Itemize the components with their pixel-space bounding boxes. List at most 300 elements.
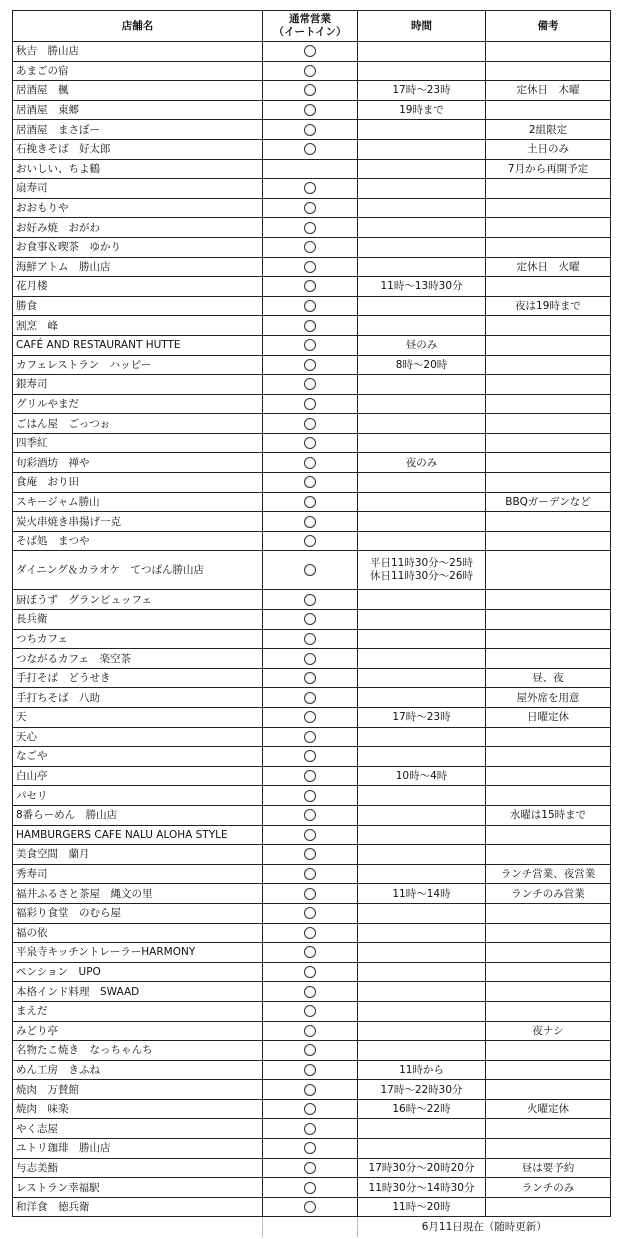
store-name: 居酒屋 東郷 xyxy=(13,100,263,120)
store-name: 8番らーめん 勝山店 xyxy=(13,805,263,825)
table-row xyxy=(13,277,611,297)
eatin-cell xyxy=(263,1178,358,1198)
hours-cell xyxy=(358,316,486,336)
header-hours: 時間 xyxy=(358,11,486,42)
footer-row xyxy=(13,1217,611,1238)
store-name: 厨ぼうず グランビュッフェ xyxy=(13,590,263,610)
circle-mark-icon xyxy=(304,84,316,96)
note-cell: 2組限定 xyxy=(486,120,611,140)
eatin-cell xyxy=(263,982,358,1002)
store-name: 和洋食 徳兵衛 xyxy=(13,1197,263,1217)
hours-cell xyxy=(358,825,486,845)
eatin-cell xyxy=(263,394,358,414)
eatin-cell xyxy=(263,590,358,610)
circle-mark-icon xyxy=(304,45,316,57)
table-row xyxy=(13,884,611,904)
circle-mark-icon xyxy=(304,692,316,704)
table-row xyxy=(13,1119,611,1139)
store-name: レストラン幸福駅 xyxy=(13,1178,263,1198)
eatin-cell xyxy=(263,237,358,257)
store-name: 銀寿司 xyxy=(13,375,263,395)
circle-mark-icon xyxy=(304,124,316,136)
hours-cell xyxy=(358,864,486,884)
eatin-cell xyxy=(263,1080,358,1100)
note-cell xyxy=(486,1060,611,1080)
hours-cell: 17時～23時 xyxy=(358,708,486,728)
note-cell xyxy=(486,943,611,963)
note-cell: 屋外席を用意 xyxy=(486,688,611,708)
note-cell xyxy=(486,375,611,395)
table-row xyxy=(13,708,611,728)
eatin-cell xyxy=(263,492,358,512)
eatin-cell xyxy=(263,727,358,747)
store-name: 天 xyxy=(13,708,263,728)
note-cell xyxy=(486,1041,611,1061)
table-row xyxy=(13,1139,611,1159)
note-cell xyxy=(486,982,611,1002)
circle-mark-icon xyxy=(304,848,316,860)
eatin-cell xyxy=(263,81,358,101)
hours-cell xyxy=(358,492,486,512)
store-name: 扇寿司 xyxy=(13,179,263,199)
hours-cell: 11時30分～14時30分 xyxy=(358,1178,486,1198)
note-cell xyxy=(486,649,611,669)
eatin-cell xyxy=(263,923,358,943)
store-name: 本格インド料理 SWAAD xyxy=(13,982,263,1002)
hours-cell xyxy=(358,786,486,806)
eatin-cell xyxy=(263,1001,358,1021)
hours-line: 休日11時30分～26時 xyxy=(369,570,474,583)
table-row xyxy=(13,1001,611,1021)
circle-mark-icon xyxy=(304,731,316,743)
store-name: 勝食 xyxy=(13,296,263,316)
store-name: つながるカフェ 楽空茶 xyxy=(13,649,263,669)
circle-mark-icon xyxy=(304,418,316,430)
circle-mark-icon xyxy=(304,1201,316,1213)
header-eatin-line: 通常営業 xyxy=(289,13,331,25)
eatin-cell xyxy=(263,139,358,159)
circle-mark-icon xyxy=(304,1084,316,1096)
table-row xyxy=(13,492,611,512)
note-cell: 火曜定休 xyxy=(486,1099,611,1119)
table-row xyxy=(13,473,611,493)
circle-mark-icon xyxy=(304,437,316,449)
note-cell: ランチのみ営業 xyxy=(486,884,611,904)
hours-cell xyxy=(358,962,486,982)
hours-cell xyxy=(358,923,486,943)
eatin-cell xyxy=(263,551,358,590)
eatin-cell xyxy=(263,512,358,532)
eatin-cell xyxy=(263,1099,358,1119)
store-name: 割烹 峰 xyxy=(13,316,263,336)
eatin-cell xyxy=(263,61,358,81)
table-row xyxy=(13,198,611,218)
store-name: お食事＆喫茶 ゆかり xyxy=(13,237,263,257)
circle-mark-icon xyxy=(304,966,316,978)
table-row xyxy=(13,629,611,649)
note-cell xyxy=(486,531,611,551)
circle-mark-icon xyxy=(304,868,316,880)
eatin-cell xyxy=(263,296,358,316)
hours-cell xyxy=(358,747,486,767)
circle-mark-icon xyxy=(304,359,316,371)
hours-cell xyxy=(358,375,486,395)
note-cell xyxy=(486,747,611,767)
note-cell xyxy=(486,394,611,414)
table-row xyxy=(13,42,611,62)
store-name: 焼肉 味楽 xyxy=(13,1099,263,1119)
store-name: ペンション UPO xyxy=(13,962,263,982)
note-cell: BBQガーデンなど xyxy=(486,492,611,512)
store-name: ダイニング＆カラオケ てつぱん勝山店 xyxy=(13,551,263,590)
store-name: 炭火串焼き串揚げ一克 xyxy=(13,512,263,532)
circle-mark-icon xyxy=(304,1005,316,1017)
eatin-cell xyxy=(263,884,358,904)
eatin-cell xyxy=(263,786,358,806)
table-row xyxy=(13,688,611,708)
note-cell xyxy=(486,473,611,493)
store-name: カフェレストラン ハッピー xyxy=(13,355,263,375)
eatin-cell xyxy=(263,414,358,434)
table-row xyxy=(13,139,611,159)
hours-cell: 昼のみ xyxy=(358,335,486,355)
note-cell xyxy=(486,1080,611,1100)
table-row xyxy=(13,727,611,747)
note-cell xyxy=(486,414,611,434)
circle-mark-icon xyxy=(304,398,316,410)
note-cell xyxy=(486,61,611,81)
eatin-cell xyxy=(263,473,358,493)
header-row xyxy=(13,11,611,42)
circle-mark-icon xyxy=(304,1044,316,1056)
table-row xyxy=(13,237,611,257)
eatin-cell xyxy=(263,1158,358,1178)
eatin-cell xyxy=(263,766,358,786)
note-cell: 夜ナシ xyxy=(486,1021,611,1041)
note-cell xyxy=(486,179,611,199)
note-cell xyxy=(486,551,611,590)
circle-mark-icon xyxy=(304,750,316,762)
table-row xyxy=(13,551,611,590)
restaurant-table xyxy=(12,10,611,1237)
eatin-cell xyxy=(263,747,358,767)
eatin-cell xyxy=(263,864,358,884)
circle-mark-icon xyxy=(304,1182,316,1194)
circle-mark-icon xyxy=(304,888,316,900)
hours-cell: 19時まで xyxy=(358,100,486,120)
table-row xyxy=(13,805,611,825)
table-row xyxy=(13,414,611,434)
hours-cell xyxy=(358,629,486,649)
store-name: おいしい、ちよ鶴 xyxy=(13,159,263,179)
store-name: HAMBURGERS CAFE NALU ALOHA STYLE xyxy=(13,825,263,845)
note-cell xyxy=(486,610,611,630)
eatin-cell xyxy=(263,159,358,179)
store-name: 長兵衛 xyxy=(13,610,263,630)
circle-mark-icon xyxy=(304,633,316,645)
hours-cell xyxy=(358,551,486,590)
table-row xyxy=(13,864,611,884)
store-name: 石挽きそば 好太郎 xyxy=(13,139,263,159)
eatin-cell xyxy=(263,531,358,551)
circle-mark-icon xyxy=(304,457,316,469)
store-name: お好み焼 おがわ xyxy=(13,218,263,238)
eatin-cell xyxy=(263,1197,358,1217)
note-cell xyxy=(486,727,611,747)
hours-cell xyxy=(358,237,486,257)
note-cell: 夜は19時まで xyxy=(486,296,611,316)
circle-mark-icon xyxy=(304,907,316,919)
hours-cell xyxy=(358,610,486,630)
store-name: パセリ xyxy=(13,786,263,806)
hours-cell xyxy=(358,943,486,963)
store-name: あまごの宿 xyxy=(13,61,263,81)
circle-mark-icon xyxy=(304,1025,316,1037)
note-cell: 昼は要予約 xyxy=(486,1158,611,1178)
circle-mark-icon xyxy=(304,182,316,194)
note-cell xyxy=(486,433,611,453)
eatin-cell xyxy=(263,1119,358,1139)
note-cell xyxy=(486,962,611,982)
eatin-cell xyxy=(263,257,358,277)
store-name: 福井ふるさと茶屋 縄文の里 xyxy=(13,884,263,904)
hours-cell: 17時～22時30分 xyxy=(358,1080,486,1100)
table-row xyxy=(13,335,611,355)
eatin-cell xyxy=(263,688,358,708)
hours-cell xyxy=(358,296,486,316)
eatin-cell xyxy=(263,708,358,728)
note-cell xyxy=(486,845,611,865)
table-row xyxy=(13,159,611,179)
circle-mark-icon xyxy=(304,770,316,782)
hours-cell xyxy=(358,159,486,179)
note-cell xyxy=(486,825,611,845)
store-name: 名物たこ焼き なっちゃんち xyxy=(13,1041,263,1061)
store-name: 福彩り食堂 のむら屋 xyxy=(13,903,263,923)
circle-mark-icon xyxy=(304,535,316,547)
table-row xyxy=(13,1041,611,1061)
hours-cell xyxy=(358,805,486,825)
eatin-cell xyxy=(263,120,358,140)
hours-cell xyxy=(358,433,486,453)
hours-cell xyxy=(358,473,486,493)
store-name: 秋吉 勝山店 xyxy=(13,42,263,62)
hours-cell xyxy=(358,394,486,414)
eatin-cell xyxy=(263,1041,358,1061)
note-cell xyxy=(486,629,611,649)
note-cell xyxy=(486,277,611,297)
note-cell xyxy=(486,237,611,257)
update-note: 6月11日現在（随時更新） xyxy=(358,1217,611,1238)
table-row xyxy=(13,1158,611,1178)
table-row xyxy=(13,100,611,120)
hours-cell xyxy=(358,257,486,277)
header-name: 店舗名 xyxy=(13,11,263,42)
store-name: 旬彩酒坊 禅や xyxy=(13,453,263,473)
eatin-cell xyxy=(263,335,358,355)
hours-cell: 11時～20時 xyxy=(358,1197,486,1217)
note-cell xyxy=(486,1139,611,1159)
table-row xyxy=(13,982,611,1002)
circle-mark-icon xyxy=(304,986,316,998)
hours-cell xyxy=(358,198,486,218)
hours-cell xyxy=(358,845,486,865)
store-name: おおもりや xyxy=(13,198,263,218)
hours-cell: 11時～13時30分 xyxy=(358,277,486,297)
circle-mark-icon xyxy=(304,378,316,390)
store-name: 四季紅 xyxy=(13,433,263,453)
eatin-cell xyxy=(263,943,358,963)
header-notes: 備考 xyxy=(486,11,611,42)
note-cell xyxy=(486,453,611,473)
circle-mark-icon xyxy=(304,261,316,273)
store-name: 手打ちそば 八助 xyxy=(13,688,263,708)
circle-mark-icon xyxy=(304,516,316,528)
store-name: 秀寿司 xyxy=(13,864,263,884)
eatin-cell xyxy=(263,375,358,395)
table-row xyxy=(13,531,611,551)
eatin-cell xyxy=(263,610,358,630)
eatin-cell xyxy=(263,805,358,825)
header-eatin xyxy=(263,11,358,42)
table-row xyxy=(13,512,611,532)
table-row xyxy=(13,590,611,610)
store-name: 居酒屋 まさぼー xyxy=(13,120,263,140)
table-row xyxy=(13,825,611,845)
hours-cell: 10時～4時 xyxy=(358,766,486,786)
note-cell xyxy=(486,100,611,120)
eatin-cell xyxy=(263,668,358,688)
hours-cell xyxy=(358,1001,486,1021)
hours-cell xyxy=(358,512,486,532)
note-cell: 定休日 木曜 xyxy=(486,81,611,101)
eatin-cell xyxy=(263,962,358,982)
hours-cell xyxy=(358,1119,486,1139)
table-row xyxy=(13,766,611,786)
circle-mark-icon xyxy=(304,672,316,684)
table-row xyxy=(13,845,611,865)
hours-cell xyxy=(358,120,486,140)
circle-mark-icon xyxy=(304,1123,316,1135)
note-cell: 土日のみ xyxy=(486,139,611,159)
circle-mark-icon xyxy=(304,1162,316,1174)
table-row xyxy=(13,962,611,982)
table-row xyxy=(13,1021,611,1041)
store-name: 焼肉 万賛館 xyxy=(13,1080,263,1100)
note-cell: ランチ営業、夜営業 xyxy=(486,864,611,884)
table-row xyxy=(13,923,611,943)
eatin-cell xyxy=(263,198,358,218)
circle-mark-icon xyxy=(304,280,316,292)
note-cell xyxy=(486,512,611,532)
table-row xyxy=(13,316,611,336)
hours-cell xyxy=(358,139,486,159)
hours-cell xyxy=(358,414,486,434)
table-row xyxy=(13,1099,611,1119)
circle-mark-icon xyxy=(304,613,316,625)
store-name: 美食空間 蘭月 xyxy=(13,845,263,865)
note-cell xyxy=(486,903,611,923)
table-row xyxy=(13,120,611,140)
table-row xyxy=(13,943,611,963)
table-row xyxy=(13,1178,611,1198)
note-cell xyxy=(486,335,611,355)
store-name: 食庵 おり田 xyxy=(13,473,263,493)
hours-cell xyxy=(358,649,486,669)
hours-cell: 夜のみ xyxy=(358,453,486,473)
hours-cell xyxy=(358,727,486,747)
hours-cell: 11時～14時 xyxy=(358,884,486,904)
hours-cell xyxy=(358,42,486,62)
store-name: ごはん屋 ごっつぉ xyxy=(13,414,263,434)
hours-cell xyxy=(358,1021,486,1041)
table-row xyxy=(13,610,611,630)
circle-mark-icon xyxy=(304,202,316,214)
hours-cell xyxy=(358,179,486,199)
store-name: 白山亭 xyxy=(13,766,263,786)
note-cell xyxy=(486,786,611,806)
note-cell xyxy=(486,42,611,62)
table-row xyxy=(13,1080,611,1100)
circle-mark-icon xyxy=(304,320,316,332)
table-row xyxy=(13,394,611,414)
circle-mark-icon xyxy=(304,476,316,488)
circle-mark-icon xyxy=(304,594,316,606)
note-cell xyxy=(486,1119,611,1139)
note-cell xyxy=(486,198,611,218)
store-name: 福の依 xyxy=(13,923,263,943)
table-row xyxy=(13,61,611,81)
hours-line: 平日11時30分～25時 xyxy=(369,557,474,570)
table-row xyxy=(13,218,611,238)
store-name: やく志屋 xyxy=(13,1119,263,1139)
note-cell: 昼、夜 xyxy=(486,668,611,688)
store-name: めん工房 きふね xyxy=(13,1060,263,1080)
circle-mark-icon xyxy=(304,790,316,802)
hours-cell: 8時～20時 xyxy=(358,355,486,375)
table-row xyxy=(13,747,611,767)
store-name: そば処 まつや xyxy=(13,531,263,551)
eatin-cell xyxy=(263,433,358,453)
circle-mark-icon xyxy=(304,65,316,77)
eatin-cell xyxy=(263,649,358,669)
note-cell xyxy=(486,1197,611,1217)
table-row xyxy=(13,453,611,473)
circle-mark-icon xyxy=(304,564,316,576)
table-row xyxy=(13,296,611,316)
circle-mark-icon xyxy=(304,711,316,723)
store-name: 手打そば どうせき xyxy=(13,668,263,688)
circle-mark-icon xyxy=(304,496,316,508)
restaurant-table-sheet xyxy=(12,10,611,1237)
store-name: CAFÉ AND RESTAURANT HUTTE xyxy=(13,335,263,355)
store-name: 海鮮アトム 勝山店 xyxy=(13,257,263,277)
note-cell xyxy=(486,923,611,943)
hours-cell: 16時～22時 xyxy=(358,1099,486,1119)
table-row xyxy=(13,649,611,669)
hours-cell xyxy=(358,61,486,81)
store-name: ユトリ珈琲 勝山店 xyxy=(13,1139,263,1159)
table-row xyxy=(13,786,611,806)
store-name: 花月楼 xyxy=(13,277,263,297)
circle-mark-icon xyxy=(304,241,316,253)
table-row xyxy=(13,375,611,395)
eatin-cell xyxy=(263,903,358,923)
eatin-cell xyxy=(263,316,358,336)
eatin-cell xyxy=(263,845,358,865)
store-name: スキージャム勝山 xyxy=(13,492,263,512)
store-name: みどり亭 xyxy=(13,1021,263,1041)
